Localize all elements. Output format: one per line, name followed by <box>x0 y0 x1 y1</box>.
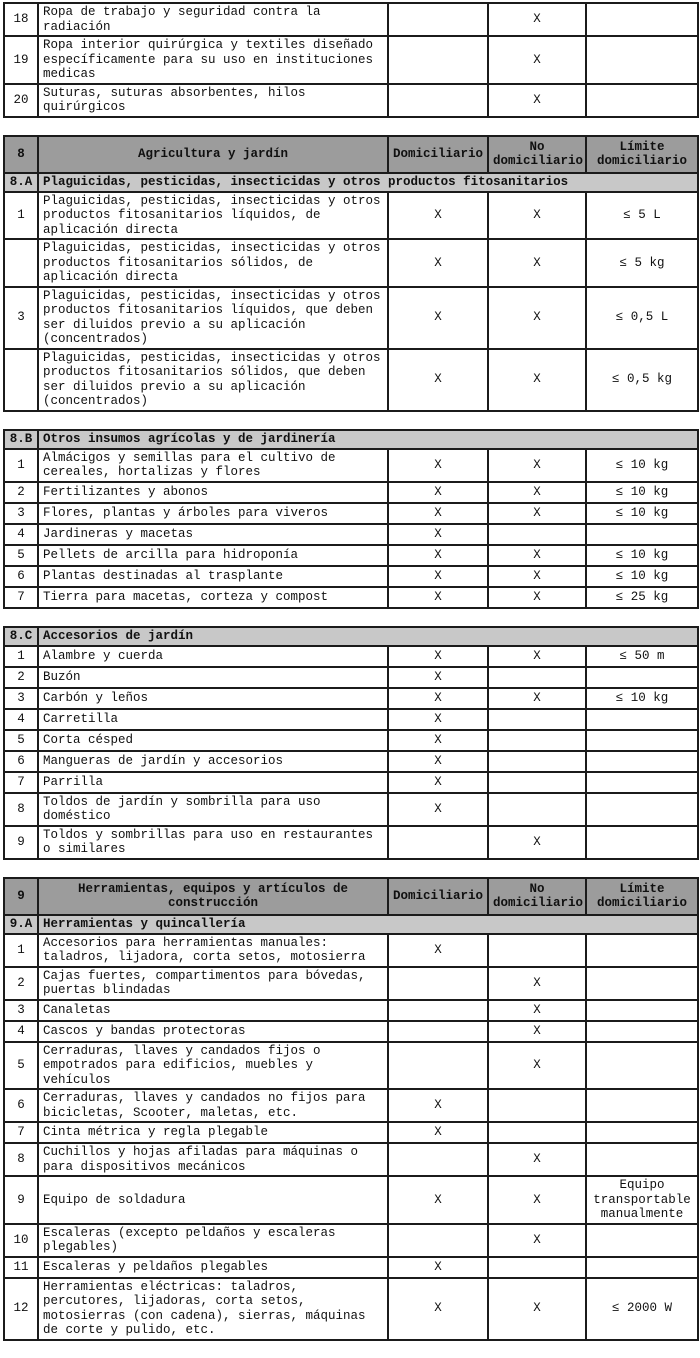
no-domiciliario-cell: X <box>488 967 586 1000</box>
table-row <box>4 667 698 688</box>
limit-cell <box>586 1224 698 1257</box>
description-cell: Flores, plantas y árboles para viveros <box>38 503 388 524</box>
row-number-cell: 4 <box>4 709 38 730</box>
no-domiciliario-cell: X <box>488 482 586 503</box>
row-number-cell: 6 <box>4 751 38 772</box>
domiciliario-cell: X <box>388 449 488 482</box>
domiciliario-cell <box>388 1143 488 1176</box>
column-header-no-domiciliario: No domiciliario <box>488 136 586 173</box>
table-row <box>4 3 698 36</box>
description-cell: Fertilizantes y abonos <box>38 482 388 503</box>
limit-cell <box>586 1021 698 1042</box>
no-domiciliario-cell: X <box>488 239 586 287</box>
domiciliario-cell: X <box>388 239 488 287</box>
domiciliario-cell <box>388 826 488 859</box>
limit-cell: ≤ 10 kg <box>586 503 698 524</box>
no-domiciliario-cell <box>488 730 586 751</box>
domiciliario-cell: X <box>388 709 488 730</box>
section-number: 9 <box>4 878 38 915</box>
table-row <box>4 793 698 826</box>
description-cell: Toldos de jardín y sombrilla para uso doméstico <box>38 793 388 826</box>
no-domiciliario-cell <box>488 709 586 730</box>
no-domiciliario-cell: X <box>488 587 586 608</box>
column-header-domiciliario: Domiciliario <box>388 136 488 173</box>
description-cell: Ropa de trabajo y seguridad contra la radiación <box>38 3 388 36</box>
row-number-cell: 18 <box>4 3 38 36</box>
domiciliario-cell: X <box>388 1257 488 1278</box>
domiciliario-cell: X <box>388 688 488 709</box>
section-8-table <box>3 135 699 412</box>
limit-cell <box>586 36 698 84</box>
row-number-cell: 1 <box>4 646 38 667</box>
no-domiciliario-cell <box>488 667 586 688</box>
limit-cell: ≤ 0,5 L <box>586 287 698 349</box>
domiciliario-cell: X <box>388 667 488 688</box>
limit-cell <box>586 3 698 36</box>
table-row <box>4 646 698 667</box>
description-cell: Escaleras y peldaños plegables <box>38 1257 388 1278</box>
domiciliario-cell: X <box>388 1089 488 1122</box>
table-row <box>4 587 698 608</box>
description-cell: Parrilla <box>38 772 388 793</box>
table-row <box>4 1089 698 1122</box>
no-domiciliario-cell <box>488 1089 586 1122</box>
section-9-table <box>3 877 699 1341</box>
limit-cell: ≤ 25 kg <box>586 587 698 608</box>
limit-cell <box>586 793 698 826</box>
limit-cell <box>586 667 698 688</box>
column-header-no-domiciliario: No domiciliario <box>488 878 586 915</box>
subsection-id: 9.A <box>4 915 38 934</box>
no-domiciliario-cell: X <box>488 1176 586 1224</box>
row-number-cell: 8 <box>4 1143 38 1176</box>
description-cell: Tierra para macetas, corteza y compost <box>38 587 388 608</box>
subsection-id: 8.C <box>4 627 38 646</box>
table-row <box>4 1042 698 1090</box>
table-row <box>4 688 698 709</box>
table-row <box>4 287 698 349</box>
domiciliario-cell: X <box>388 503 488 524</box>
row-number-cell: 2 <box>4 967 38 1000</box>
row-number-cell: 9 <box>4 826 38 859</box>
row-number-cell: 5 <box>4 1042 38 1090</box>
limit-cell <box>586 1042 698 1090</box>
table-row <box>4 482 698 503</box>
description-cell: Plaguicidas, pesticidas, insecticidas y otros productos fitosanitarios sólidos, que deben ser diluidos previo a su aplicación (concentrados) <box>38 349 388 411</box>
subsection-header-row <box>4 627 698 646</box>
limit-cell: ≤ 10 kg <box>586 566 698 587</box>
no-domiciliario-cell: X <box>488 545 586 566</box>
table-row <box>4 192 698 240</box>
no-domiciliario-cell <box>488 751 586 772</box>
domiciliario-cell: X <box>388 566 488 587</box>
no-domiciliario-cell <box>488 772 586 793</box>
table-row <box>4 772 698 793</box>
no-domiciliario-cell: X <box>488 646 586 667</box>
limit-cell <box>586 934 698 967</box>
table-row <box>4 1021 698 1042</box>
limit-cell: ≤ 10 kg <box>586 449 698 482</box>
no-domiciliario-cell: X <box>488 449 586 482</box>
table-row <box>4 1000 698 1021</box>
row-number-cell: 1 <box>4 449 38 482</box>
subsection-title: Otros insumos agrícolas y de jardinería <box>38 430 698 449</box>
row-number-cell: 6 <box>4 1089 38 1122</box>
row-number-cell <box>4 239 38 287</box>
row-number-cell: 4 <box>4 524 38 545</box>
table-row <box>4 239 698 287</box>
no-domiciliario-cell: X <box>488 1042 586 1090</box>
description-cell: Carretilla <box>38 709 388 730</box>
no-domiciliario-cell: X <box>488 287 586 349</box>
domiciliario-cell: X <box>388 646 488 667</box>
limit-cell: ≤ 5 L <box>586 192 698 240</box>
description-cell: Plaguicidas, pesticidas, insecticidas y otros productos fitosanitarios líquidos, que deben ser diluidos previo a su aplicación (concentrados) <box>38 287 388 349</box>
limit-cell <box>586 1089 698 1122</box>
limit-cell <box>586 967 698 1000</box>
subsection-title: Herramientas y quincallería <box>38 915 698 934</box>
limit-cell: ≤ 10 kg <box>586 545 698 566</box>
row-number-cell: 20 <box>4 84 38 117</box>
no-domiciliario-cell: X <box>488 1224 586 1257</box>
description-cell: Toldos y sombrillas para uso en restaurantes o similares <box>38 826 388 859</box>
description-cell: Corta césped <box>38 730 388 751</box>
row-number-cell <box>4 349 38 411</box>
limit-cell <box>586 84 698 117</box>
row-number-cell: 10 <box>4 1224 38 1257</box>
domiciliario-cell: X <box>388 751 488 772</box>
description-cell: Jardineras y macetas <box>38 524 388 545</box>
no-domiciliario-cell: X <box>488 1021 586 1042</box>
domiciliario-cell: X <box>388 793 488 826</box>
row-number-cell: 7 <box>4 587 38 608</box>
description-cell: Carbón y leños <box>38 688 388 709</box>
table-row <box>4 1278 698 1340</box>
row-number-cell: 4 <box>4 1021 38 1042</box>
row-number-cell: 5 <box>4 545 38 566</box>
domiciliario-cell <box>388 3 488 36</box>
table-row <box>4 1176 698 1224</box>
limit-cell <box>586 524 698 545</box>
domiciliario-cell: X <box>388 934 488 967</box>
domiciliario-cell <box>388 1224 488 1257</box>
continuation-table <box>3 2 699 118</box>
subsection-id: 8.B <box>4 430 38 449</box>
table-row <box>4 751 698 772</box>
column-header-domiciliario: Domiciliario <box>388 878 488 915</box>
description-cell: Canaletas <box>38 1000 388 1021</box>
domiciliario-cell <box>388 84 488 117</box>
description-cell: Mangueras de jardín y accesorios <box>38 751 388 772</box>
row-number-cell: 3 <box>4 1000 38 1021</box>
description-cell: Ropa interior quirúrgica y textiles diseñado específicamente para su uso en instituciones medicas <box>38 36 388 84</box>
no-domiciliario-cell: X <box>488 1278 586 1340</box>
row-number-cell: 3 <box>4 688 38 709</box>
description-cell: Cascos y bandas protectoras <box>38 1021 388 1042</box>
limit-cell <box>586 772 698 793</box>
table-row <box>4 449 698 482</box>
domiciliario-cell <box>388 1042 488 1090</box>
no-domiciliario-cell: X <box>488 688 586 709</box>
row-number-cell: 6 <box>4 566 38 587</box>
subsection-title: Plaguicidas, pesticidas, insecticidas y otros productos fitosanitarios <box>38 173 698 192</box>
column-header-limite: Límite domiciliario <box>586 878 698 915</box>
section-header-row <box>4 878 698 915</box>
row-number-cell: 2 <box>4 482 38 503</box>
limit-cell <box>586 709 698 730</box>
description-cell: Buzón <box>38 667 388 688</box>
no-domiciliario-cell <box>488 934 586 967</box>
no-domiciliario-cell: X <box>488 36 586 84</box>
domiciliario-cell <box>388 1021 488 1042</box>
limit-cell <box>586 730 698 751</box>
description-cell: Cerraduras, llaves y candados fijos o empotrados para edificios, muebles y vehículos <box>38 1042 388 1090</box>
domiciliario-cell: X <box>388 482 488 503</box>
table-row <box>4 503 698 524</box>
row-number-cell: 9 <box>4 1176 38 1224</box>
no-domiciliario-cell <box>488 1122 586 1143</box>
description-cell: Plantas destinadas al trasplante <box>38 566 388 587</box>
description-cell: Equipo de soldadura <box>38 1176 388 1224</box>
no-domiciliario-cell: X <box>488 349 586 411</box>
domiciliario-cell: X <box>388 349 488 411</box>
description-cell: Cuchillos y hojas afiladas para máquinas o para dispositivos mecánicos <box>38 1143 388 1176</box>
domiciliario-cell: X <box>388 524 488 545</box>
domiciliario-cell: X <box>388 1122 488 1143</box>
row-number-cell: 7 <box>4 772 38 793</box>
limit-cell: ≤ 10 kg <box>586 482 698 503</box>
limit-cell <box>586 1122 698 1143</box>
domiciliario-cell: X <box>388 730 488 751</box>
section-number: 8 <box>4 136 38 173</box>
section-title: Herramientas, equipos y artículos de construcción <box>38 878 388 915</box>
no-domiciliario-cell <box>488 524 586 545</box>
description-cell: Cinta métrica y regla plegable <box>38 1122 388 1143</box>
row-number-cell: 3 <box>4 503 38 524</box>
table-row <box>4 730 698 751</box>
description-cell: Plaguicidas, pesticidas, insecticidas y otros productos fitosanitarios sólidos, de aplicación directa <box>38 239 388 287</box>
description-cell: Cerraduras, llaves y candados no fijos para bicicletas, Scooter, maletas, etc. <box>38 1089 388 1122</box>
limit-cell: ≤ 0,5 kg <box>586 349 698 411</box>
table-row <box>4 566 698 587</box>
limit-cell: Equipo transportable manualmente <box>586 1176 698 1224</box>
limit-cell <box>586 1000 698 1021</box>
row-number-cell: 11 <box>4 1257 38 1278</box>
subsection-8.C-table <box>3 626 699 860</box>
domiciliario-cell: X <box>388 192 488 240</box>
domiciliario-cell: X <box>388 287 488 349</box>
column-header-limite: Límite domiciliario <box>586 136 698 173</box>
subsection-header-row <box>4 430 698 449</box>
domiciliario-cell <box>388 1000 488 1021</box>
no-domiciliario-cell: X <box>488 1143 586 1176</box>
no-domiciliario-cell: X <box>488 84 586 117</box>
row-number-cell: 12 <box>4 1278 38 1340</box>
table-row <box>4 1143 698 1176</box>
description-cell: Suturas, suturas absorbentes, hilos quirúrgicos <box>38 84 388 117</box>
description-cell: Alambre y cuerda <box>38 646 388 667</box>
table-row <box>4 545 698 566</box>
limit-cell <box>586 1143 698 1176</box>
table-row <box>4 524 698 545</box>
limit-cell: ≤ 10 kg <box>586 688 698 709</box>
subsection-8.B-table <box>3 429 699 609</box>
domiciliario-cell <box>388 36 488 84</box>
no-domiciliario-cell: X <box>488 192 586 240</box>
description-cell: Almácigos y semillas para el cultivo de cereales, hortalizas y flores <box>38 449 388 482</box>
table-row <box>4 934 698 967</box>
limit-cell <box>586 751 698 772</box>
table-row <box>4 1122 698 1143</box>
no-domiciliario-cell: X <box>488 3 586 36</box>
table-row <box>4 709 698 730</box>
domiciliario-cell: X <box>388 587 488 608</box>
row-number-cell: 1 <box>4 934 38 967</box>
limit-cell: ≤ 5 kg <box>586 239 698 287</box>
table-row <box>4 349 698 411</box>
row-number-cell: 3 <box>4 287 38 349</box>
no-domiciliario-cell: X <box>488 1000 586 1021</box>
subsection-id: 8.A <box>4 173 38 192</box>
domiciliario-cell: X <box>388 1278 488 1340</box>
section-title: Agricultura y jardín <box>38 136 388 173</box>
description-cell: Accesorios para herramientas manuales: taladros, lijadora, corta setos, motosierra <box>38 934 388 967</box>
table-row <box>4 1257 698 1278</box>
description-cell: Cajas fuertes, compartimentos para bóvedas, puertas blindadas <box>38 967 388 1000</box>
row-number-cell: 2 <box>4 667 38 688</box>
limit-cell <box>586 1257 698 1278</box>
row-number-cell: 1 <box>4 192 38 240</box>
table-row <box>4 1224 698 1257</box>
table-row <box>4 84 698 117</box>
description-cell: Herramientas eléctricas: taladros, percutores, lijadoras, corta setos, motosierras (con cadena), sierras, máquinas de corte y pulido, etc. <box>38 1278 388 1340</box>
row-number-cell: 7 <box>4 1122 38 1143</box>
description-cell: Plaguicidas, pesticidas, insecticidas y otros productos fitosanitarios líquidos, de aplicación directa <box>38 192 388 240</box>
row-number-cell: 19 <box>4 36 38 84</box>
limit-cell <box>586 826 698 859</box>
domiciliario-cell: X <box>388 545 488 566</box>
subsection-title: Accesorios de jardín <box>38 627 698 646</box>
description-cell: Pellets de arcilla para hidroponía <box>38 545 388 566</box>
no-domiciliario-cell: X <box>488 566 586 587</box>
table-row <box>4 826 698 859</box>
subsection-header-row <box>4 915 698 934</box>
table-row <box>4 967 698 1000</box>
domiciliario-cell <box>388 967 488 1000</box>
subsection-header-row <box>4 173 698 192</box>
row-number-cell: 5 <box>4 730 38 751</box>
limit-cell: ≤ 50 m <box>586 646 698 667</box>
no-domiciliario-cell: X <box>488 503 586 524</box>
domiciliario-cell: X <box>388 772 488 793</box>
limit-cell: ≤ 2000 W <box>586 1278 698 1340</box>
no-domiciliario-cell <box>488 1257 586 1278</box>
description-cell: Escaleras (excepto peldaños y escaleras plegables) <box>38 1224 388 1257</box>
table-row <box>4 36 698 84</box>
no-domiciliario-cell <box>488 793 586 826</box>
section-header-row <box>4 136 698 173</box>
row-number-cell: 8 <box>4 793 38 826</box>
no-domiciliario-cell: X <box>488 826 586 859</box>
domiciliario-cell: X <box>388 1176 488 1224</box>
